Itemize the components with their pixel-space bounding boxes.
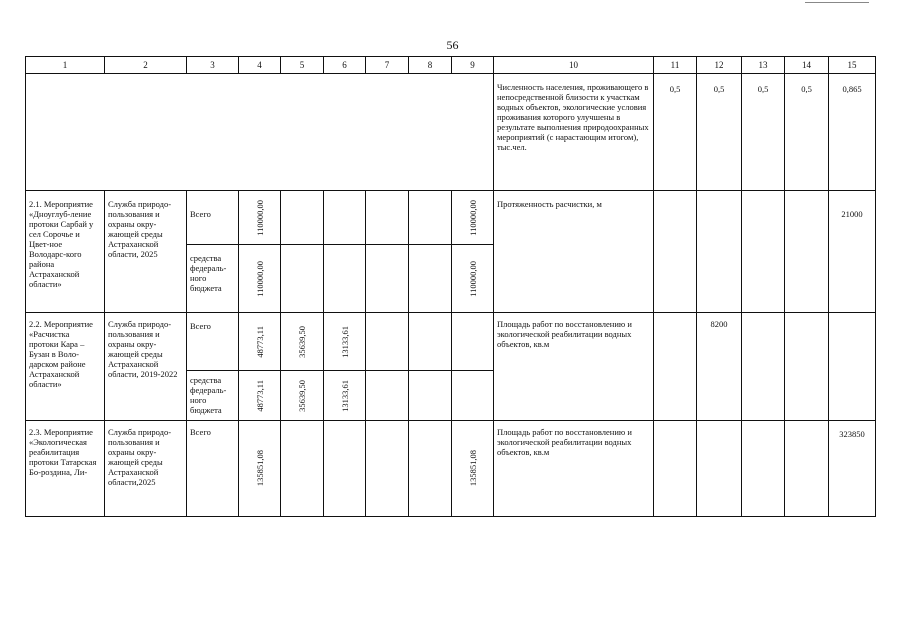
value-col-7 <box>366 191 409 245</box>
value-col-4: 110000,00 <box>239 245 281 313</box>
value-col-7 <box>366 421 409 517</box>
value-col-7 <box>366 245 409 313</box>
summary-indicator: Численность населения, проживающего в непосредственной близости к участкам водных объектов, экологические условия проживания которого улучшены в результате выполнения природоохранных мероприятий (с нарастающим итогом), тыс.чел. <box>494 74 654 191</box>
value-col-5 <box>281 191 324 245</box>
value-col-8 <box>409 421 452 517</box>
value-col-7 <box>366 371 409 421</box>
value-col-8 <box>409 313 452 371</box>
header-cell: 9 <box>452 57 494 74</box>
value-col-9: 135851,08 <box>452 421 494 517</box>
value-col-6: 13133,61 <box>324 371 366 421</box>
header-row <box>26 57 876 74</box>
summary-row <box>26 74 876 191</box>
indicator-name: Площадь работ по восстановлению и экологической реабилитации водных объектов, кв.м <box>494 313 654 421</box>
value-col-9: 110000,00 <box>452 191 494 245</box>
scan-mark-small <box>863 2 869 3</box>
funding-source: Всего <box>187 191 239 245</box>
value-col-12 <box>697 421 742 517</box>
value-col-14 <box>785 191 829 313</box>
header-cell: 10 <box>494 57 654 74</box>
value-col-5: 35639,50 <box>281 371 324 421</box>
header-cell: 12 <box>697 57 742 74</box>
responsible-executor: Служба природо-пользования и охраны окру-жающей среды Астраханской области, 2025 <box>105 191 187 313</box>
header-cell: 14 <box>785 57 829 74</box>
measure-title: 2.2. Мероприятие «Расчистка протоки Кара – Бузан в Воло-дарском районе Астраханской области» <box>26 313 105 421</box>
header-cell: 3 <box>187 57 239 74</box>
value-col-14 <box>785 421 829 517</box>
value-col-15 <box>829 313 876 421</box>
header-cell: 13 <box>742 57 785 74</box>
table-row <box>26 191 876 245</box>
value-col-6 <box>324 421 366 517</box>
value-col-11 <box>654 421 697 517</box>
value-col-5: 35639,50 <box>281 313 324 371</box>
funding-source: Всего <box>187 421 239 517</box>
summary-value-11: 0,5 <box>654 74 697 191</box>
value-col-14 <box>785 313 829 421</box>
header-cell: 4 <box>239 57 281 74</box>
responsible-executor: Служба природо-пользования и охраны окру-жающей среды Астраханской области,2025 <box>105 421 187 517</box>
header-cell: 8 <box>409 57 452 74</box>
page-number: 56 <box>446 38 459 52</box>
responsible-executor: Служба природо-пользования и охраны окру-жающей среды Астраханской области, 2019-2022 <box>105 313 187 421</box>
scan-mark <box>805 2 865 3</box>
indicator-name: Площадь работ по восстановлению и экологической реабилитации водных объектов, кв.м <box>494 421 654 517</box>
value-col-6: 13133,61 <box>324 313 366 371</box>
measure-title: 2.1. Мероприятие «Дноуглуб-ление протоки Сарбай у сел Сорочье и Цвет-ное Володарс-кого района Астраханской области» <box>26 191 105 313</box>
summary-value-15: 0,865 <box>829 74 876 191</box>
value-col-9 <box>452 371 494 421</box>
summary-value-12: 0,5 <box>697 74 742 191</box>
value-col-12: 8200 <box>697 313 742 421</box>
value-col-6 <box>324 245 366 313</box>
value-col-8 <box>409 371 452 421</box>
header-cell: 15 <box>829 57 876 74</box>
value-col-8 <box>409 191 452 245</box>
funding-source: средства федераль-ного бюджета <box>187 245 239 313</box>
value-col-5 <box>281 421 324 517</box>
header-cell: 6 <box>324 57 366 74</box>
value-col-15: 21000 <box>829 191 876 313</box>
value-col-5 <box>281 245 324 313</box>
value-col-11 <box>654 191 697 313</box>
table-row <box>26 313 876 371</box>
header-cell: 2 <box>105 57 187 74</box>
funding-source: средства федераль-ного бюджета <box>187 371 239 421</box>
funding-source: Всего <box>187 313 239 371</box>
program-table <box>25 56 876 517</box>
indicator-name: Протяженность расчистки, м <box>494 191 654 313</box>
summary-empty <box>26 74 494 191</box>
summary-value-14: 0,5 <box>785 74 829 191</box>
value-col-4: 135851,08 <box>239 421 281 517</box>
value-col-6 <box>324 191 366 245</box>
value-col-12 <box>697 191 742 313</box>
value-col-15: 323850 <box>829 421 876 517</box>
value-col-8 <box>409 245 452 313</box>
measure-title: 2.3. Мероприятие «Экологическая реабилитация протоки Татарская Бо-роздина, Ли- <box>26 421 105 517</box>
header-cell: 7 <box>366 57 409 74</box>
value-col-9: 110000,00 <box>452 245 494 313</box>
value-col-13 <box>742 191 785 313</box>
header-cell: 1 <box>26 57 105 74</box>
header-cell: 5 <box>281 57 324 74</box>
value-col-4: 48773,11 <box>239 371 281 421</box>
value-col-4: 110000,00 <box>239 191 281 245</box>
value-col-4: 48773,11 <box>239 313 281 371</box>
table-row <box>26 421 876 517</box>
value-col-7 <box>366 313 409 371</box>
value-col-13 <box>742 421 785 517</box>
header-cell: 11 <box>654 57 697 74</box>
value-col-11 <box>654 313 697 421</box>
value-col-9 <box>452 313 494 371</box>
summary-value-13: 0,5 <box>742 74 785 191</box>
value-col-13 <box>742 313 785 421</box>
